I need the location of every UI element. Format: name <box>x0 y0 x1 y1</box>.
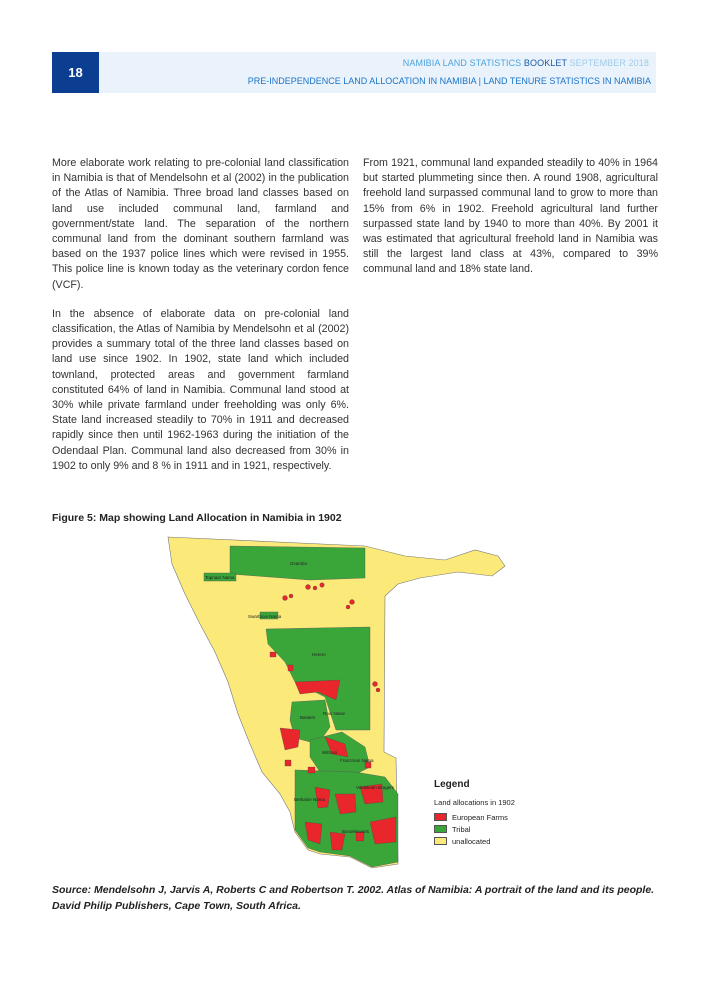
label-bondelswarts: Bondelswarts <box>342 829 370 834</box>
header-booklet: BOOKLET <box>523 58 567 68</box>
legend-title: Legend <box>434 779 470 790</box>
paragraph: From 1921, communal land expanded steadily to 40% in 1964 but started plummeting since then. A round 1908, agricultural freehold land surpassed communal land to grow to more than 15% from 6% in 1902. Freehold agricultural land further surpassed state land by 1940 to more than 40%. By 2001 it was estimated that agricultural freehold land in Namibia was still the largest land class at 43%, compared to 39% communal land and 18% state land. <box>363 157 658 276</box>
label-topnaar: Topnaar Nama <box>205 575 235 580</box>
label-veldskoen: Veldskoen Dragers <box>356 785 395 790</box>
right-column <box>363 156 658 292</box>
source-citation: Source: Mendelsohn J, Jarvis A, Roberts C and Robertson T. 2002. Atlas of Namibia: A portrait of the land and its people. David Philip Publishers, Cape Town, South Africa. <box>52 884 655 912</box>
legend-item-european-farms <box>434 811 515 823</box>
legend-label: Tribal <box>452 824 471 834</box>
paragraph: More elaborate work relating to pre-colonial land classification in Namibia is that of Mendelsohn et al (2002) in the publication of the Atlas of Namibia. Three broad land classes based on land use included communal land, farmland and government/state land. The separation of the northern communal land from the dominant southern farmland was based on the 1937 police lines which were revised in 1955. This police line is known today as the veterinary cordon fence (VCF). <box>52 157 349 291</box>
label-bethanie: Bethanie Nama <box>294 797 326 802</box>
figure-caption: Figure 5: Map showing Land Allocation in Namibia in 1902 <box>52 512 342 524</box>
label-swartbooi: Swartbooi Nama <box>248 614 282 619</box>
legend-subtitle: Land allocations in 1902 <box>434 798 515 807</box>
paragraph: In the absence of elaborate data on pre-colonial land classification, the Atlas of Namibia by Mendelsohn et al (2002) provides a summary total of the three land classes based on land use since 1902. In 1902, state land which included townland, protected areas and government farmland constituted 64% of land in Namibia. Communal land stood at 30% while private farmland under freeholding was only 6%. State land increased steadily to 70% in 1911 and decreased rapidly since then until 1962-1963 during the initiation of the Odendaal Plan. Communal land also decreased from 30% in 1902 to only 9% and 8 % in 1911 and in 1921, respectively. <box>52 307 349 472</box>
map-legend <box>434 779 515 847</box>
header-section-title: PRE-INDEPENDENCE LAND ALLOCATION IN NAMIBIA | LAND TENURE STATISTICS IN NAMIBIA <box>247 76 651 86</box>
legend-label: unallocated <box>452 836 491 846</box>
label-witbooi: Witbooi <box>322 750 338 755</box>
header-date: SEPTEMBER 2018 <box>569 58 649 68</box>
label-franzman: Franzman Nama <box>340 758 374 763</box>
header-publication <box>403 58 649 68</box>
swatch-red <box>434 813 447 821</box>
label-herero: Herero <box>312 652 326 657</box>
label-ovambo: Ovambo <box>290 561 308 566</box>
page-number: 18 <box>52 52 99 93</box>
label-basters: Basters <box>300 715 316 720</box>
swatch-yellow <box>434 837 447 845</box>
left-column <box>52 156 349 488</box>
label-rooi-nasie: Rooi Nasie <box>323 711 346 716</box>
legend-item-unallocated <box>434 835 515 847</box>
legend-label: European Farms <box>452 812 508 822</box>
header-publication-title: NAMIBIA LAND STATISTICS <box>402 58 522 68</box>
legend-item-tribal <box>434 823 515 835</box>
swatch-green <box>434 825 447 833</box>
